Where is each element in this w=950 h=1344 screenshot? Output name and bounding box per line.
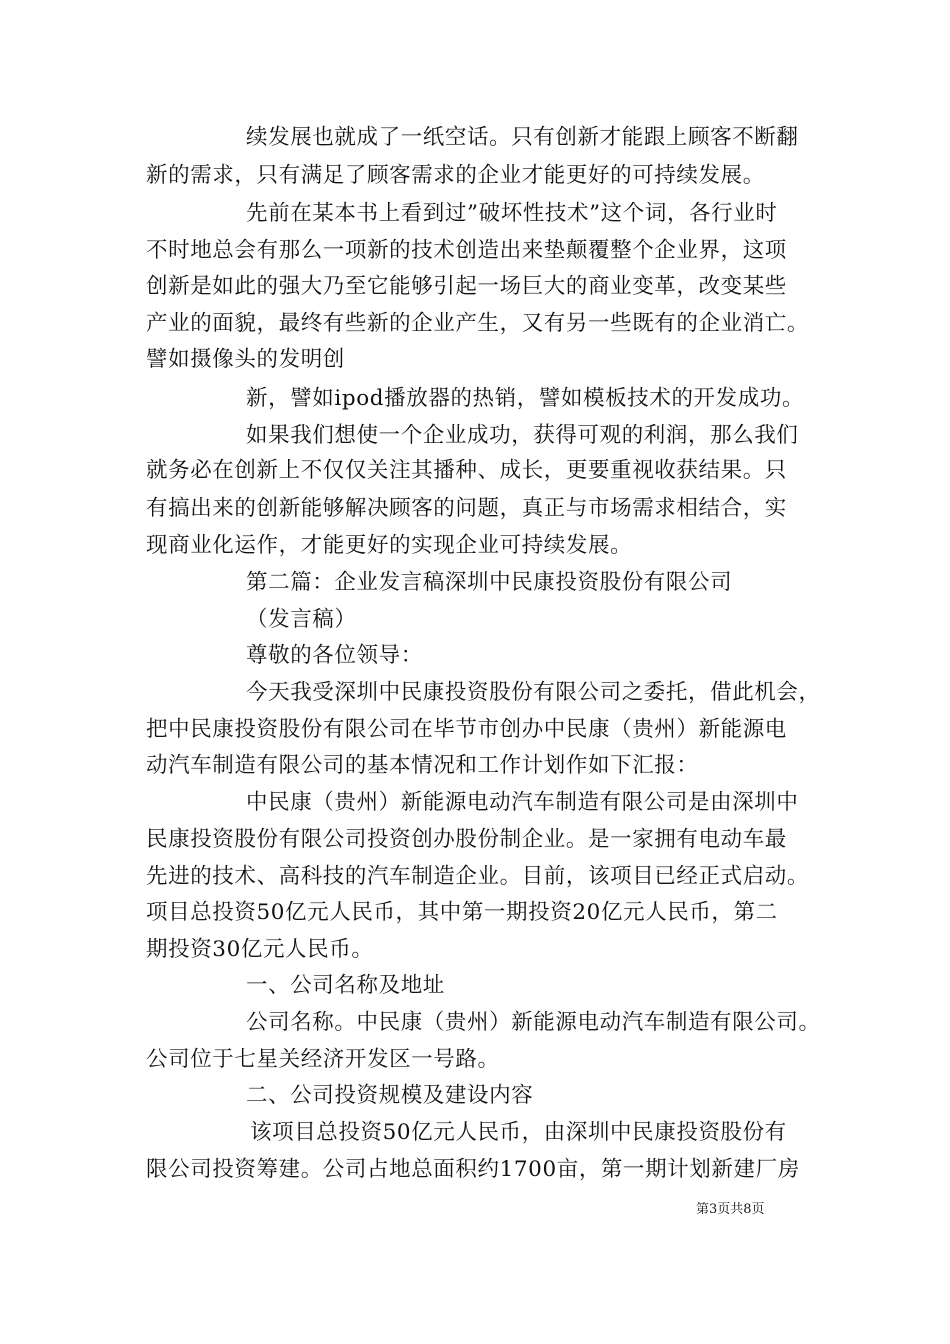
text-line: 把中民康投资股份有限公司在毕节市创办中民康（贵州）新能源电 xyxy=(146,717,787,742)
text-line: 产业的面貌，最终有些新的企业产生，又有另一些既有的企业消亡。 xyxy=(146,311,810,336)
text-line: 如果我们想使一个企业成功，获得可观的利润，那么我们 xyxy=(246,423,799,448)
section-heading: 一、公司名称及地址 xyxy=(246,973,445,998)
text-line: 民康投资股份有限公司投资创办股份制企业。是一家拥有电动车最 xyxy=(146,827,787,852)
text-line: 新的需求，只有满足了顾客需求的企业才能更好的可持续发展。 xyxy=(146,163,765,188)
salutation: 尊敬的各位领导： xyxy=(246,643,423,668)
text-line: 有搞出来的创新能够解决顾客的问题，真正与市场需求相结合，实 xyxy=(146,496,787,521)
subtitle: （发言稿） xyxy=(246,607,357,632)
text-line: 续发展也就成了一纸空话。只有创新才能跟上顾客不断翻 xyxy=(246,125,799,150)
text-line: 今天我受深圳中民康投资股份有限公司之委托，借此机会， xyxy=(246,680,821,705)
section-heading: 二、公司投资规模及建设内容 xyxy=(246,1083,534,1108)
text-line: 公司名称。中民康（贵州）新能源电动汽车制造有限公司。 xyxy=(246,1010,821,1035)
text-line: 限公司投资筹建。公司占地总面积约1700亩，第一期计划新建厂房 xyxy=(146,1157,800,1182)
text-line: 新，譬如ipod播放器的热销，譬如模板技术的开发成功。 xyxy=(246,386,805,411)
text-line: 譬如摄像头的发明创 xyxy=(146,347,345,372)
text-line: 中民康（贵州）新能源电动汽车制造有限公司是由深圳中 xyxy=(246,790,799,815)
text-line: 该项目总投资50亿元人民币，由深圳中民康投资股份有 xyxy=(250,1120,787,1145)
text-line: 不时地总会有那么一项新的技术创造出来垫颠覆整个企业界，这项 xyxy=(146,238,787,263)
text-line: 先进的技术、高科技的汽车制造企业。目前，该项目已经正式启动。 xyxy=(146,864,810,889)
text-line: 先前在某本书上看到过”破坏性技术”这个词，各行业时 xyxy=(246,201,778,226)
text-line: 动汽车制造有限公司的基本情况和工作计划作如下汇报： xyxy=(146,753,699,778)
text-line: 项目总投资50亿元人民币，其中第一期投资20亿元人民币，第二 xyxy=(146,900,778,925)
text-line: 公司位于七星关经济开发区一号路。 xyxy=(146,1047,500,1072)
text-line: 创新是如此的强大乃至它能够引起一场巨大的商业变革，改变某些 xyxy=(146,274,787,299)
page-number: 第3页共8页 xyxy=(696,1202,765,1217)
text-line: 期投资30亿元人民币。 xyxy=(146,937,374,962)
text-line: 就务必在创新上不仅仅关注其播种、成长，更要重视收获结果。只 xyxy=(146,458,787,483)
text-line: 现商业化运作，才能更好的实现企业可持续发展。 xyxy=(146,533,633,558)
section-heading: 第二篇：企业发言稿深圳中民康投资股份有限公司 xyxy=(246,570,733,595)
